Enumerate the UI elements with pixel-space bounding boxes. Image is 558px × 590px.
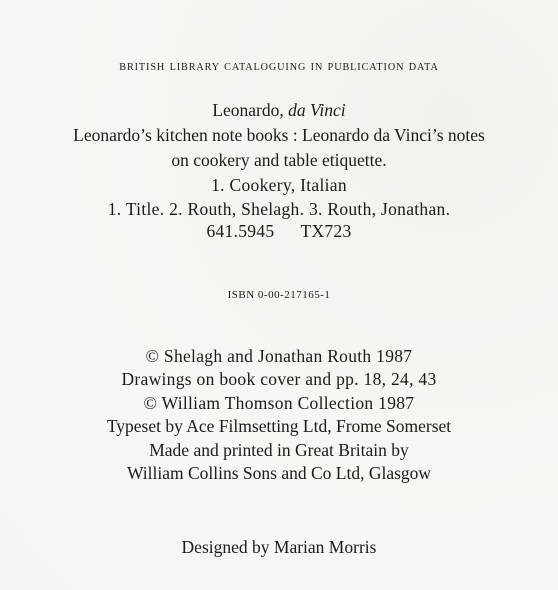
cip-classification-dewey: 641.5945: [206, 221, 275, 241]
isbn: ISBN 0-00-217165-1: [227, 289, 331, 301]
typeset-credit: Typeset by Ace Filmsetting Ltd, Frome Somerset: [106, 416, 452, 436]
cip-title-line-1: Leonardo’s kitchen note books : Leonardo da Vinci’s notes: [73, 125, 485, 145]
cip-classification: [0, 221, 558, 241]
designer-credit: Designed by Marian Morris: [181, 537, 377, 557]
cip-classification-lc: TX723: [300, 221, 352, 241]
cip-author-name: Leonardo,: [212, 100, 284, 120]
printer-credit-line-1: Made and printed in Great Britain by: [149, 440, 409, 460]
drawings-credit: Drawings on book cover and pp. 18, 24, 43: [121, 369, 437, 389]
cip-author: [0, 100, 558, 120]
copyright-collection: © William Thomson Collection 1987: [143, 393, 415, 413]
cip-title-line-2: on cookery and table etiquette.: [171, 150, 387, 170]
copyright-authors: © Shelagh and Jonathan Routh 1987: [145, 346, 413, 366]
cip-subject: 1. Cookery, Italian: [211, 175, 347, 195]
cip-added-entries: 1. Title. 2. Routh, Shelagh. 3. Routh, Jonathan.: [107, 199, 451, 219]
cip-heading: BRITISH LIBRARY CATALOGUING IN PUBLICATION DATA: [119, 62, 439, 73]
printer-credit-line-2: William Collins Sons and Co Ltd, Glasgow: [126, 463, 432, 483]
cip-author-epithet: da Vinci: [288, 100, 346, 120]
